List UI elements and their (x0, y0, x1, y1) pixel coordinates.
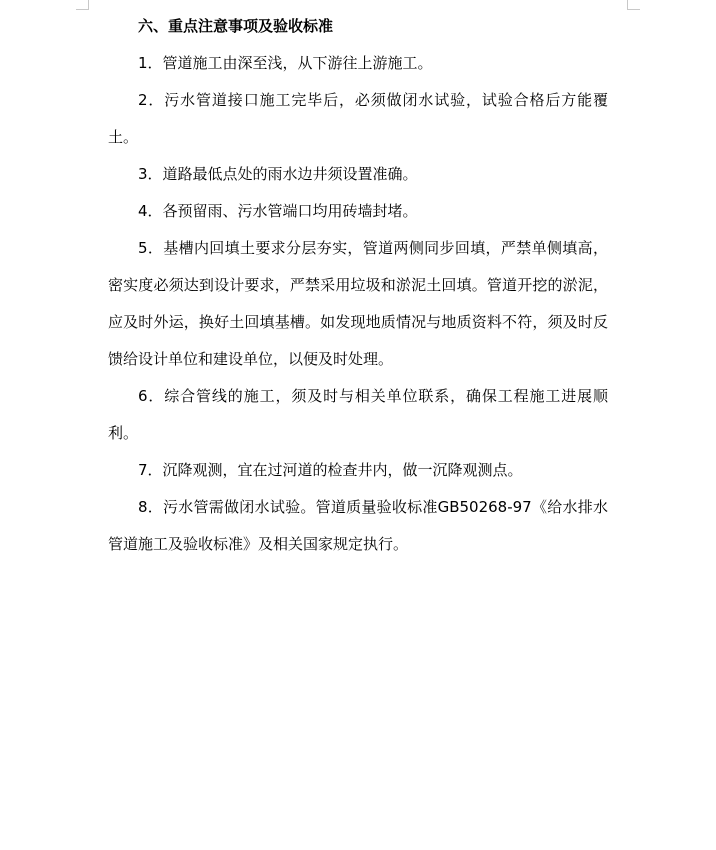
list-item-2: 2．污水管道接口施工完毕后，必须做闭水试验，试验合格后方能覆土。 (108, 91, 608, 146)
section-heading: 六、重点注意事项及验收标准 (138, 17, 334, 35)
list-item-3: 3．道路最低点处的雨水边井须设置准确。 (138, 165, 418, 183)
crop-mark-right-vertical (627, 0, 628, 9)
list-item-6: 6．综合管线的施工，须及时与相关单位联系，确保工程施工进展顺利。 (108, 387, 608, 442)
crop-mark-left-horizontal (76, 9, 89, 10)
list-item-8: 8．污水管需做闭水试验。管道质量验收标准GB50268-97《给水排水管道施工及验收标准》及相关国家规定执行。 (108, 498, 608, 553)
list-item-4: 4．各预留雨、污水管端口均用砖墙封堵。 (138, 202, 418, 220)
list-item-5: 5．基槽内回填土要求分层夯实，管道两侧同步回填，严禁单侧填高，密实度必须达到设计要求，严禁采用垃圾和淤泥土回填。管道开挖的淤泥，应及时外运，换好土回填基槽。如发现地质情况与地质资料不符，须及时反馈给设计单位和建设单位，以便及时处理。 (108, 239, 608, 368)
crop-mark-right-horizontal (627, 9, 640, 10)
document-body (108, 8, 608, 563)
crop-mark-left-vertical (88, 0, 89, 9)
list-item-7: 7．沉降观测，宜在过河道的检查井内，做一沉降观测点。 (138, 461, 523, 479)
list-item-1: 1．管道施工由深至浅，从下游往上游施工。 (138, 54, 433, 72)
